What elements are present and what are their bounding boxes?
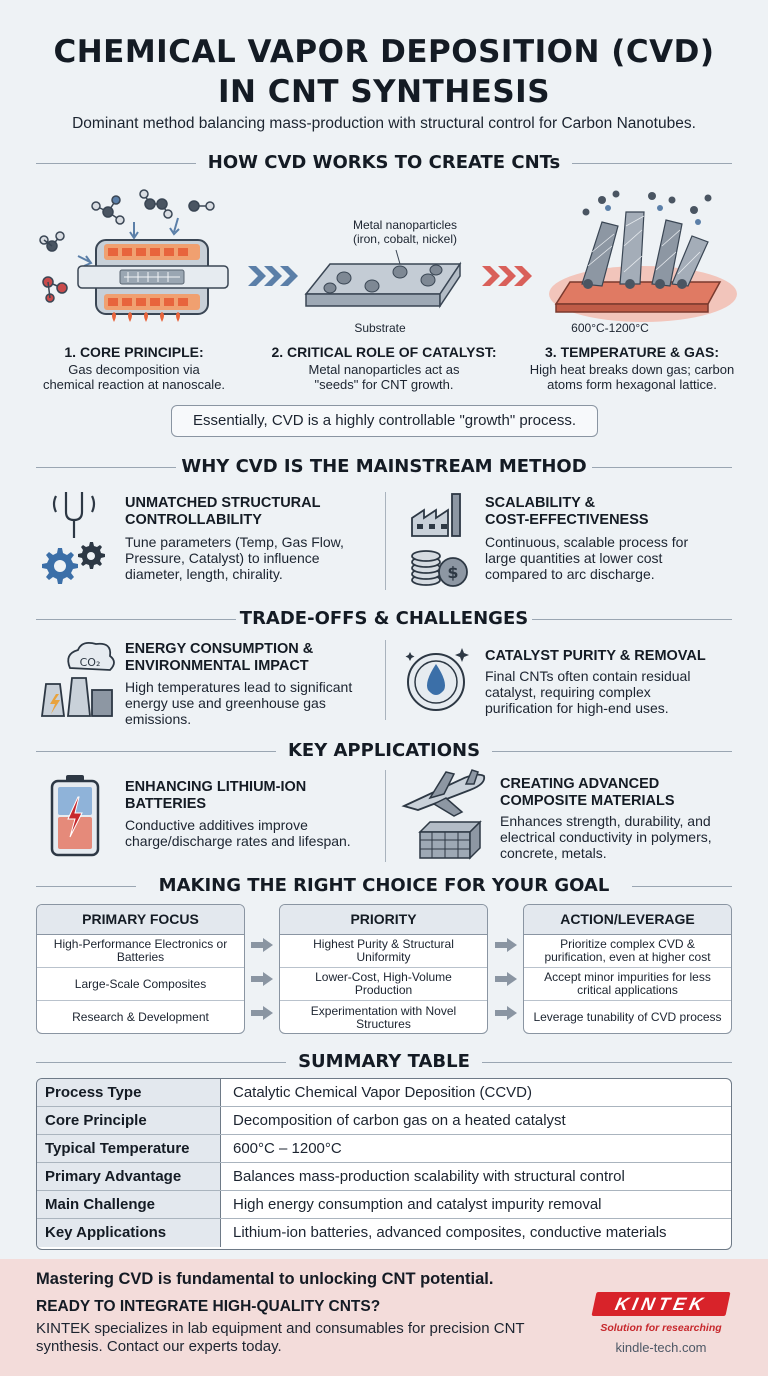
tradeoff-right-desc: Final CNTs often contain residual catalyst, requiring complex purification for high-end uses.: [485, 668, 691, 716]
table-row: [37, 1135, 731, 1163]
row-key: Typical Temperature: [37, 1135, 221, 1162]
why-left-title: UNMATCHED STRUCTURAL CONTROLLABILITY: [125, 495, 321, 528]
arrow-right-icon: [251, 938, 273, 952]
arrow-right-icon: [495, 1006, 517, 1020]
page-title: [0, 32, 768, 112]
app-left-desc: Conductive additives improve charge/discharge rates and lifespan.: [125, 817, 351, 849]
kintek-logo[interactable]: KINTEK: [591, 1292, 730, 1316]
arrow-right-icon: [495, 972, 517, 986]
row-value: Balances mass-production scalability with structural control: [233, 1168, 625, 1185]
why-right-title: SCALABILITY & COST-EFFECTIVENESS: [485, 495, 649, 528]
section-heading-why: [36, 454, 732, 480]
section-heading-text: SUMMARY TABLE: [298, 1051, 470, 1072]
section-heading-text: TRADE-OFFS & CHALLENGES: [239, 608, 529, 629]
choice-cell: High-Performance Electronics or Batteries: [37, 935, 244, 968]
power-plant-co2-icon: [36, 640, 116, 718]
substrate-label: Substrate: [354, 321, 406, 335]
step-2-title: 2. CRITICAL ROLE OF CATALYST:: [271, 344, 497, 360]
row-value: Lithium-ion batteries, advanced composites, conductive materials: [233, 1224, 667, 1241]
column-header: ACTION/LEVERAGE: [524, 905, 731, 935]
tradeoff-left-title: ENERGY CONSUMPTION & ENVIRONMENTAL IMPACT: [125, 641, 314, 674]
choice-cell: Research & Development: [72, 1010, 209, 1024]
step-3-desc: High heat breaks down gas; carbon atoms form hexagonal lattice.: [529, 362, 735, 392]
callout-box: Essentially, CVD is a highly controllable "growth" process.: [171, 405, 598, 437]
page-subtitle: Dominant method balancing mass-production with structural control for Carbon Nanotubes.: [72, 115, 696, 132]
factory-coins-icon: [408, 488, 470, 590]
table-row: [37, 1219, 731, 1247]
table-row: [37, 1163, 731, 1191]
title-line-1: CHEMICAL VAPOR DEPOSITION (CVD): [53, 34, 715, 70]
purity-droplet-icon: [402, 642, 472, 718]
table-row: [37, 1191, 731, 1219]
section-heading-choice: [36, 873, 732, 899]
table-row: [37, 1079, 731, 1107]
website-link[interactable]: kindle-tech.com: [615, 1340, 707, 1355]
section-heading-text: HOW CVD WORKS TO CREATE CNTs: [207, 152, 561, 173]
section-heading-text: WHY CVD IS THE MAINSTREAM METHOD: [181, 456, 587, 477]
arrow-right-icon: [251, 972, 273, 986]
temperature-label: 600°C-1200°C: [571, 321, 649, 335]
row-value: Catalytic Chemical Vapor Deposition (CCVD): [233, 1084, 532, 1101]
summary-table: [36, 1078, 732, 1250]
row-key: Key Applications: [37, 1219, 221, 1247]
svg-text:CO₂: CO₂: [79, 656, 101, 669]
section-heading-summary: [36, 1049, 732, 1075]
chevron-right-icon: [248, 264, 298, 288]
choice-cell: Leverage tunability of CVD process: [533, 1010, 722, 1024]
footer-headline: Mastering CVD is fundamental to unlocking CNT potential.: [36, 1270, 494, 1288]
choice-cell: Large-Scale Composites: [37, 968, 244, 1001]
catalyst-label: Metal nanoparticles (iron, cobalt, nickel): [352, 218, 458, 246]
section-heading-applications: [36, 738, 732, 764]
choice-column-focus: [36, 904, 245, 1034]
row-key: Primary Advantage: [37, 1163, 221, 1190]
step-2-desc: Metal nanoparticles act as "seeds" for CNT growth.: [308, 362, 460, 392]
choice-cell: Experimentation with Novel Structures: [310, 1003, 457, 1031]
row-key: Process Type: [37, 1079, 221, 1106]
column-divider: [385, 770, 386, 862]
row-value: 600°C – 1200°C: [233, 1140, 342, 1157]
table-row: [37, 1107, 731, 1135]
column-header: PRIMARY FOCUS: [37, 905, 244, 935]
brand-tagline: Solution for researching: [600, 1322, 722, 1334]
step-1-desc: Gas decomposition via chemical reaction at nanoscale.: [42, 362, 226, 392]
arrow-right-icon: [251, 1006, 273, 1020]
choice-cell: Prioritize complex CVD & purification, even at higher cost: [524, 935, 731, 968]
airplane-concrete-icon: [400, 766, 490, 862]
why-left-desc: Tune parameters (Temp, Gas Flow, Pressure, Catalyst) to influence diameter, length, chirality.: [125, 534, 344, 582]
section-heading-tradeoffs: [36, 606, 732, 632]
choice-cell: Lower-Cost, High-Volume Production: [280, 968, 487, 1001]
choice-column-priority: [279, 904, 488, 1034]
substrate-catalyst-icon: [300, 250, 470, 320]
battery-icon: [48, 775, 102, 857]
column-header: PRIORITY: [280, 905, 487, 935]
tradeoff-right-title: CATALYST PURITY & REMOVAL: [485, 648, 706, 664]
choice-cell: Accept minor impurities for less critical applications: [524, 968, 731, 1001]
title-line-2: IN CNT SYNTHESIS: [217, 74, 551, 110]
row-value: High energy consumption and catalyst impurity removal: [233, 1196, 602, 1213]
app-left-title: ENHANCING LITHIUM-ION BATTERIES: [125, 779, 307, 812]
footer-cta-text: KINTEK specializes in lab equipment and consumables for precision CNT synthesis. Contact our experts today.: [36, 1320, 525, 1355]
column-divider: [385, 640, 386, 720]
app-right-desc: Enhances strength, durability, and electrical conductivity in polymers, concrete, metals.: [500, 813, 712, 861]
section-heading-text: KEY APPLICATIONS: [287, 740, 481, 761]
section-heading-how: [36, 150, 732, 176]
tradeoff-left-desc: High temperatures lead to significant energy use and greenhouse gas emissions.: [125, 679, 353, 727]
cnt-growth-icon: [548, 186, 738, 318]
row-key: Main Challenge: [37, 1191, 221, 1218]
why-right-desc: Continuous, scalable process for large quantities at lower cost compared to arc discharge.: [485, 534, 689, 582]
row-value: Decomposition of carbon gas on a heated catalyst: [233, 1112, 566, 1129]
app-right-title: CREATING ADVANCED COMPOSITE MATERIALS: [500, 776, 675, 809]
step-3-title: 3. TEMPERATURE & GAS:: [545, 344, 719, 360]
section-heading-text: MAKING THE RIGHT CHOICE FOR YOUR GOAL: [158, 875, 610, 896]
tuning-fork-gears-icon: [44, 486, 112, 590]
column-divider: [385, 492, 386, 590]
choice-column-action: [523, 904, 732, 1034]
step-1-title: 1. CORE PRINCIPLE:: [64, 344, 204, 360]
arrow-right-icon: [495, 938, 517, 952]
reactor-icon: [38, 182, 238, 332]
chevron-right-icon: [482, 264, 532, 288]
svg-text:$: $: [447, 563, 459, 582]
row-key: Core Principle: [37, 1107, 221, 1134]
choice-cell: Highest Purity & Structural Uniformity: [280, 935, 487, 968]
footer-cta-heading: READY TO INTEGRATE HIGH-QUALITY CNTS?: [36, 1298, 381, 1315]
